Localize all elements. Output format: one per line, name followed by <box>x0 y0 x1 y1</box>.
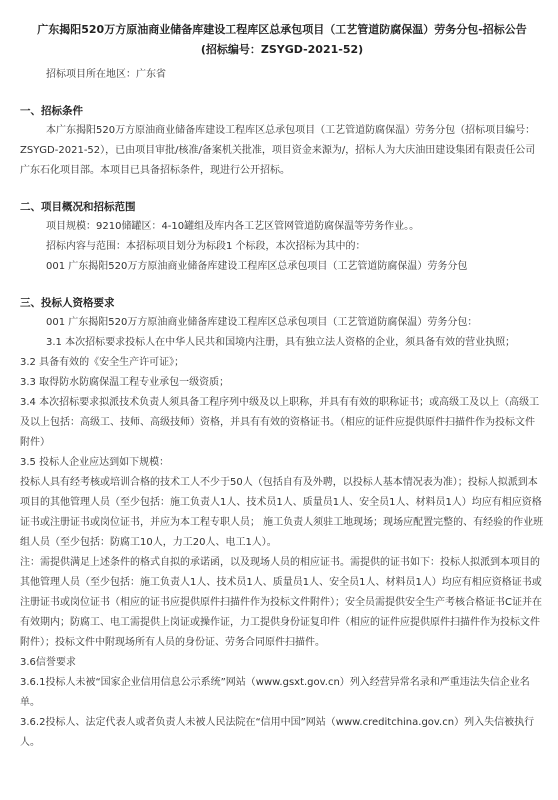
section-heading-scope: 二、项目概况和招标范围 <box>20 201 136 213</box>
document-title <box>20 20 544 60</box>
qualification-3-4: 3.4 本次招标要求拟派技术负责人须具备工程序列中级及以上职称，并具有有效的职称证书；或高级工及以上（高级工及以上包括：高级工、技师、高级技师）资格，并具有有效的资格证书。（相应的证件应提供原件扫描件作为投标文件附件） <box>20 397 540 448</box>
section-heading-qualifications: 三、投标人资格要求 <box>20 297 115 309</box>
qualification-3-3: 3.3 取得防水防腐保温工程专业承包一级资质； <box>20 377 230 388</box>
qualification-3-6: 3.6信誉要求 <box>20 657 76 668</box>
qualification-scale-paragraph: 投标人具有经考核或培训合格的技术工人不少于50人（包括自有及外聘，以投标人基本情况表为准）；投标人拟派到本项目的其他管理人员（至少包括：施工负责人1人、技术员1人、质量员1人、安全员1人、材料员1人）均应有相应资格证书或注册证书或岗位证书，并应为本工程专职人员； 施工负责人须驻工地现场；现场应配置完整的、有经验的作业班组人员（至少包括：防腐工10人，力工20人、电工1人）。 <box>20 477 544 548</box>
conditions-paragraph: 本广东揭阳520万方原油商业储备库建设工程库区总承包项目（工艺管道防腐保温）劳务分包（招标项目编号：ZSYGD-2021-52），已由项目审批/核准/备案机关批准，项目资金来源为/，招标人为大庆油田建设集团有限责任公司广东石化项目部。本项目已具备招标条件，现进行公开招标。 <box>20 125 536 176</box>
scope-content-paragraph: 招标内容与范围：本招标项目划分为标段1 个标段，本次招标为其中的： <box>46 241 366 252</box>
qualification-3-6-1: 3.6.1投标人未被“国家企业信用信息公示系统”网站（www.gsxt.gov.cn）列入经营异常名录和严重违法失信企业名单。 <box>20 677 530 708</box>
section-heading-conditions: 一、招标条件 <box>20 105 83 117</box>
qualification-note-paragraph: 注：需提供满足上述条件的格式自拟的承诺函，以及现场人员的相应证书。需提供的证书如下：投标人拟派到本项目的其他管理人员（至少包括：施工负责人1人、技术员1人、质量员1人、安全员1人、材料员1人）均应有相应资格证书或注册证书或岗位证书（相应的证书应提供原件扫描件作为投标文件附件）；安全员需提供安全生产考核合格证书C证并在有效期内；防腐工、电工需提供上岗证或操作证，力工提供身份证复印件（相应的证件应提供原件扫描件作为投标文件附件）；投标文件中附现场所有人员的身份证、劳务合同原件扫描件。 <box>20 557 542 648</box>
project-region: 招标项目所在地区：广东省 <box>46 69 166 80</box>
qualification-3-6-2: 3.6.2投标人、法定代表人或者负责人未被人民法院在“信用中国”网站（www.creditchina.gov.cn）列入失信被执行人。 <box>20 717 535 748</box>
scope-scale-paragraph: 项目规模：9210储罐区：4-10罐组及库内各工艺区管网管道防腐保温等劳务作业。。 <box>46 221 420 232</box>
qualification-lot-paragraph: 001 广东揭阳520万方原油商业储备库建设工程库区总承包项目（工艺管道防腐保温）劳务分包： <box>46 317 478 328</box>
scope-lot-paragraph: 001 广东揭阳520万方原油商业储备库建设工程库区总承包项目（工艺管道防腐保温）劳务分包 <box>46 261 468 272</box>
qualification-3-1: 3.1 本次招标要求投标人在中华人民共和国境内注册，具有独立法人资格的企业，须具备有效的营业执照； <box>46 337 516 348</box>
qualification-3-2: 3.2 具备有效的《安全生产许可证》； <box>20 357 185 368</box>
qualification-3-5: 3.5 投标人企业应达到如下规模： <box>20 457 170 468</box>
title-line-2: (招标编号：ZSYGD-2021-52) <box>200 43 364 56</box>
title-line-1: 广东揭阳520万方原油商业储备库建设工程库区总承包项目（工艺管道防腐保温）劳务分包-招标公告 <box>37 23 527 36</box>
